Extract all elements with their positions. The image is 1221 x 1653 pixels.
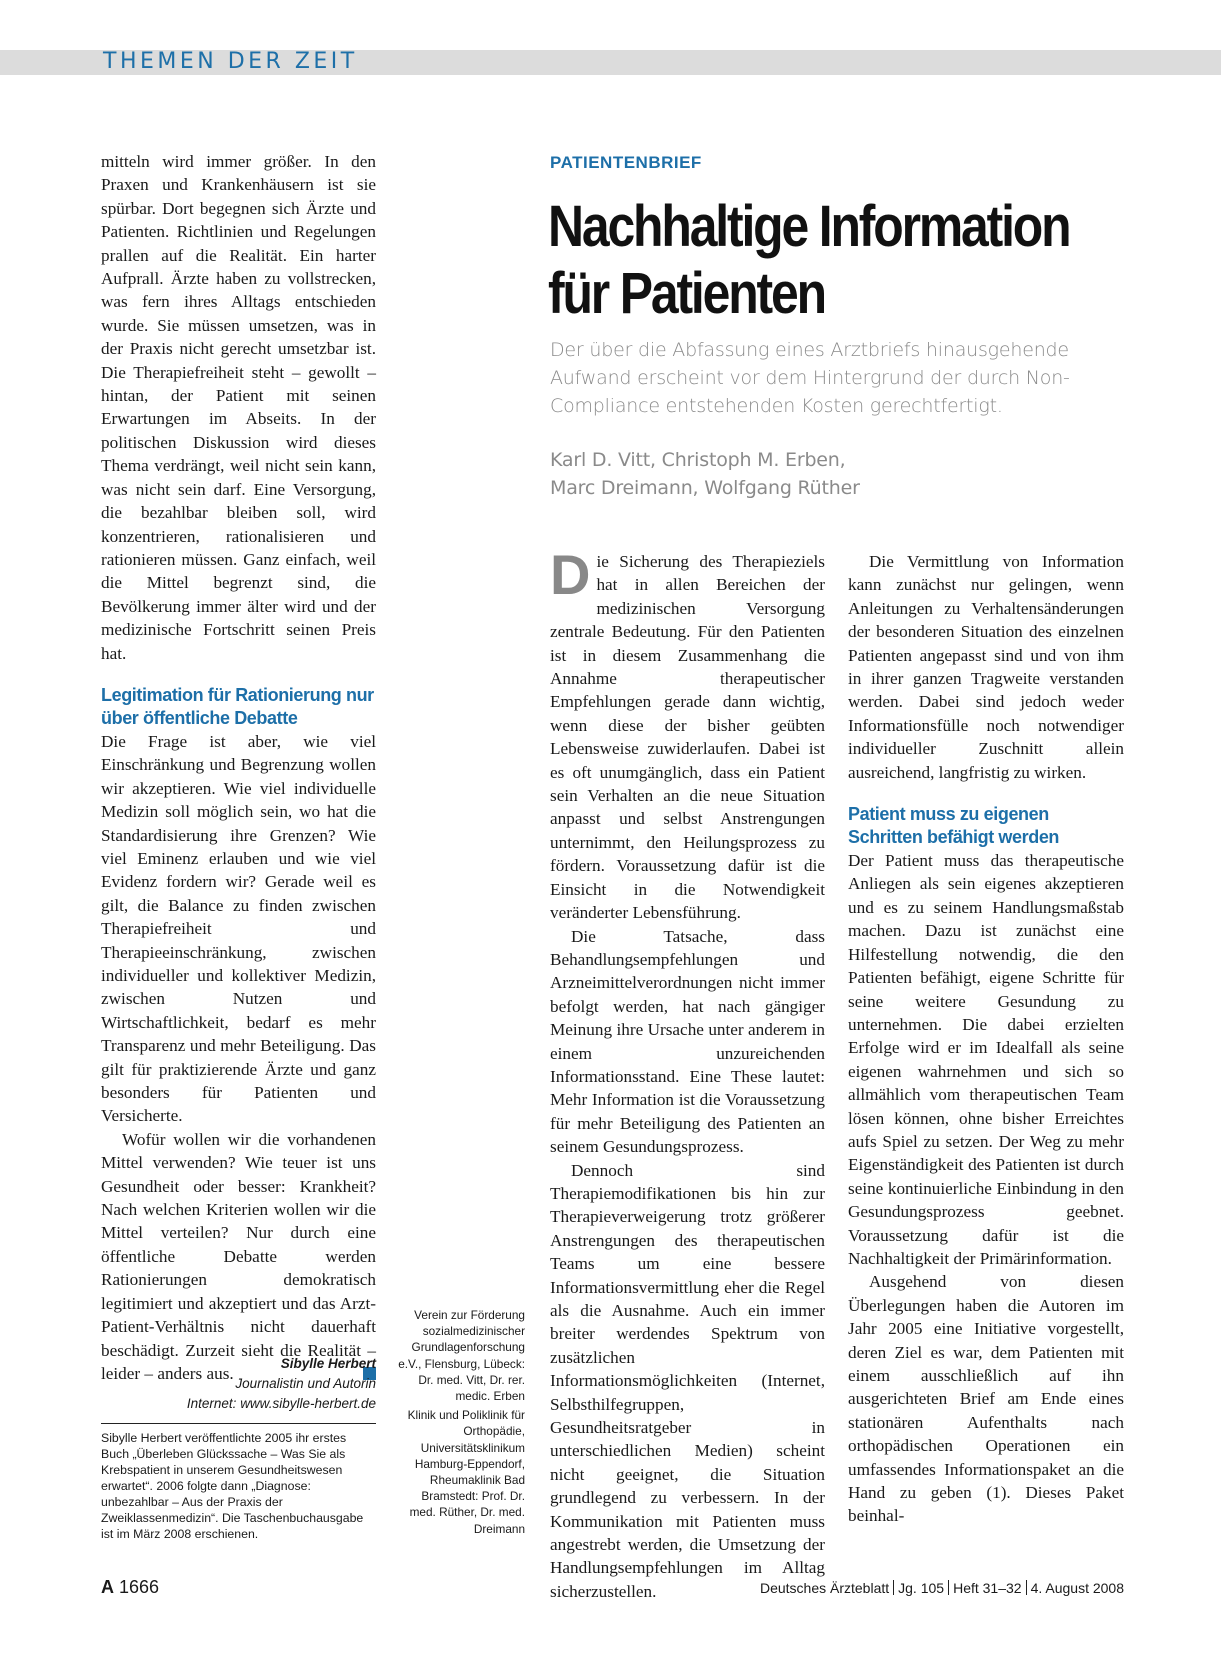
article-paragraph-2: Die Tatsache, dass Behandlungsempfehlungen und Arzneimittelverordnungen nicht immer befolgt werden, hat nach gängiger Meinung ihre Ursache unter anderem in einem unzureichenden Informationsstand. Eine These lautet: Mehr Information ist die Voraussetzung für mehr Beteiligung des Patienten an seinem Gesundungsprozess. (550, 926, 825, 1157)
drop-cap: D (550, 543, 591, 606)
article-paragraph-4: Die Vermittlung von Information kann zunächst nur gelingen, wenn Anleitungen zu Verhaltensänderungen der besonderen Situation des einzelnen Patienten angepasst sind und von ihm in ihrer ganzen Tragweite verstanden werden. Dabei sind jedoch weder Informationsfülle noch notwendiger individueller Zuschnitt allein ausreichend, langfristig zu wirken. (848, 552, 1124, 782)
article-kicker: PATIENTENBRIEF (550, 153, 702, 172)
page-number-value: 1666 (119, 1577, 160, 1597)
affiliation-2: Klinik und Poliklinik für Orthopädie, Universitätsklinikum Hamburg-Eppendorf, Rheumaklinik Bad Bramstedt: Prof. Dr. med. Rüther, Dr. med. Dreimann (407, 1408, 525, 1536)
footer-separator (893, 1580, 894, 1595)
article-column-1 (550, 543, 825, 1603)
affiliations (396, 1307, 525, 1540)
left-paragraph-3-text: Wofür wollen wir die vorhandenen Mittel verwenden? Wie teuer ist uns Gesundheit oder besser: Krankheit? Nach welchen Kriterien wollen wir die Mittel verteilen? Nur durch eine öffentliche Debatte werden Rationierungen demokratisch legitimiert und akzeptiert und das Arzt-Patient-Verhältnis nicht dauerhaft beschädigt. Zurzeit sieht die Realität – leider – anders aus. (101, 1129, 376, 1383)
article-headline (548, 193, 1070, 327)
footer-separator (948, 1580, 949, 1595)
section-label: THEMEN DER ZEIT (103, 49, 358, 74)
author-signature (101, 1354, 376, 1414)
article-authors (550, 446, 1130, 502)
headline-line-2: für Patienten (548, 261, 825, 326)
article-paragraph-1 (550, 543, 825, 925)
journal-date: 4. August 2008 (1030, 1580, 1124, 1596)
left-column (101, 150, 376, 1385)
author-name: Sibylle Herbert (280, 1356, 376, 1371)
left-paragraph-3 (101, 1128, 376, 1385)
journal-volume: Jg. 105 (898, 1580, 945, 1596)
article-subheading: Patient muss zu eigenen Schritten befähigt werden (848, 804, 1060, 848)
author-website: Internet: www.sibylle-herbert.de (186, 1396, 376, 1411)
authors-line-1: Karl D. Vitt, Christoph M. Erben, (550, 449, 846, 471)
bio-divider (101, 1423, 376, 1424)
page-prefix: A (101, 1577, 114, 1597)
author-bio: Sibylle Herbert veröffentlichte 2005 ihr erstes Buch „Überleben Glückssache – Was Sie als Krebspatient in unserem Gesundheitswesen erwartet“. 2006 folgte dann „Diagnose: unbezahlbar – Aus der Praxis der Zweiklassenmedizin“. Die Taschenbuchausgabe ist im März 2008 erschienen. (101, 1431, 364, 1541)
author-role: Journalistin und Autorin (235, 1376, 376, 1391)
footer-separator (1026, 1580, 1027, 1595)
article-paragraph-5: Der Patient muss das therapeutische Anliegen als sein eigenes akzeptieren und es zu seinem Handlungsmaßstab machen. Dazu ist zunächst eine Hilfestellung notwendig, die den Patienten befähigt, eigene Schritte für seine weitere Gesundung zu unternehmen. Die dabei erzielten Erfolge wird er im Idealfall als seine eigenen wahrnehmen und sich so allmählich vom therapeutischen Team lösen können, ohne bisher Erreichtes aufs Spiel zu setzen. Der Weg zu mehr Eigenständigkeit des Patienten ist durch seine kontinuierliche Einbindung in den Gesundungsprozess geebnet. Voraussetzung dafür ist die Nachhaltigkeit der Primärinformation. (848, 851, 1124, 1268)
article-paragraph-6: Ausgehend von diesen Überlegungen haben die Autoren im Jahr 2005 eine Initiative vorgestellt, deren Ziel es war, dem Patienten mit einem ausschließlich auf ihn ausgerichteten Brief am Ende eines stationären Aufenthalts nach orthopädischen Operationen ein umfassendes Informationspaket an die Hand zu geben (1). Dieses Paket beinhal- (848, 1272, 1124, 1526)
left-paragraph-1: mitteln wird immer größer. In den Praxen und Krankenhäusern ist sie spürbar. Dort begegnen sich Ärzte und Patienten. Richtlinien und Regelungen prallen auf die Realität. Ein harter Aufprall. Ärzte haben zu vollstrecken, was fern ihres Alltags entschieden wurde. Sie müssen umsetzen, was in der Praxis nicht gerecht umsetzbar ist. Die Therapiefreiheit steht – gewollt – hintan, der Patient mit seinen Erwartungen im Abseits. In der politischen Diskussion wird dieses Thema verdrängt, weil nicht sein kann, was nicht sein darf. Eine Versorgung, die bezahlbar bleiben soll, wird konzentrieren, rationalisieren und rationieren müssen. Ganz einfach, weil die Mittel begrenzt sind, die Bevölkerung immer älter wird und der medizinische Fortschritt seinen Preis hat. (101, 152, 376, 663)
article-column-2 (848, 550, 1124, 1528)
affiliation-1: Verein zur Förderung sozialmedizinischer Grundlagenforschung e.V., Flensburg, Lübeck: Dr. med. Vitt, Dr. rer. medic. Erben (398, 1308, 525, 1404)
journal-issue: Heft 31–32 (953, 1580, 1022, 1596)
headline-line-1: Nachhaltige Information (548, 194, 1070, 259)
authors-line-2: Marc Dreimann, Wolfgang Rüther (550, 477, 860, 499)
left-subheading: Legitimation für Rationierung nur über öffentliche Debatte (101, 684, 374, 728)
journal-name: Deutsches Ärzteblatt (759, 1580, 890, 1596)
article-deck: Der über die Abfassung eines Arztbriefs hinausgehende Aufwand erscheint vor dem Hintergrund der durch Non-Compliance entstehenden Kosten gerechtfertigt. (550, 339, 1070, 417)
left-paragraph-2: Die Frage ist aber, wie viel Einschränkung und Begrenzung wollen wir akzeptieren. Wie viel individuelle Medizin soll möglich sein, wo hat die Standardisierung ihre Grenzen? Wie viel Eminenz erlauben und wie viel Evidenz fordern wir? Gerade weil es gilt, die Balance zu finden zwischen Therapiefreiheit und Therapieeinschränkung, zwischen individueller und kollektiver Medizin, zwischen Nutzen und Wirtschaftlichkeit, bedarf es mehr Transparenz und mehr Beteiligung. Das gilt für praktizierende Ärzte und ganz besonders für Patienten und Versicherte. (101, 731, 376, 1126)
journal-footer (760, 1577, 1124, 1599)
article-paragraph-3: Dennoch sind Therapiemodifikationen bis hin zur Therapieverweigerung trotz größerer Anstrengungen des therapeutischen Teams um eine bessere Informationsvermittlung eher die Regel als die Ausnahme. Auch ein immer breiter werdendes Spektrum von zusätzlichen Informationsmöglichkeiten (Internet, Selbsthilfegruppen, Gesundheitsratgeber in unterschiedlichen Medien) scheint nicht geeignet, die Situation grundlegend zu verbessern. In der Kommunikation mit Patienten muss angestrebt werden, die Umsetzung der Handlungsempfehlungen im Alltag sicherzustellen. (550, 1160, 825, 1601)
article-paragraph-1-text: ie Sicherung des Therapieziels hat in allen Bereichen der medizinischen Versorgung zentrale Bedeutung. Für den Patienten ist in diesem Zusammenhang die Annahme therapeutischer Empfehlungen gerade dann wichtig, wenn diese der bisher geübten Lebensweise zuwiderlaufen. Dabei ist es oft unumgänglich, dass ein Patient sein Verhalten an die neue Situation anpasst und selbst Anstrengungen unternimmt, den Heilungsprozess zu fördern. Voraussetzung dafür ist die Einsicht in die Notwendigkeit veränderter Lebensführung. (550, 552, 825, 923)
page-number (101, 1575, 159, 1599)
